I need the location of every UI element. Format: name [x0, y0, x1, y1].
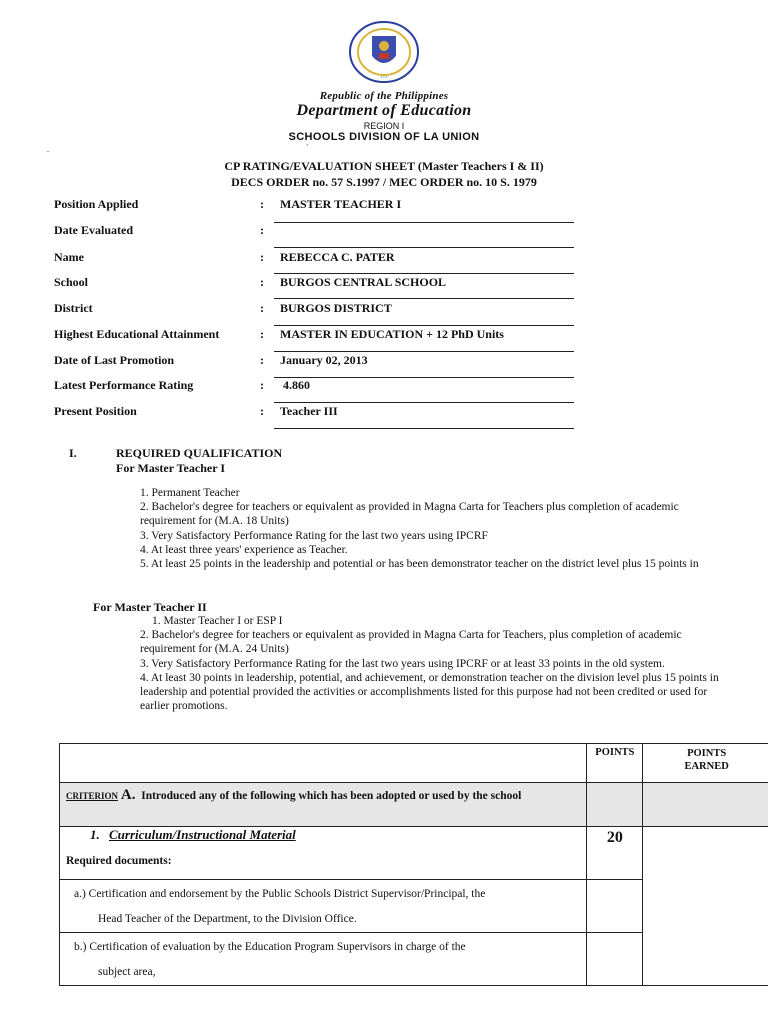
section-number: I.: [69, 446, 77, 460]
field-underline: [274, 273, 574, 274]
svg-text:• • •: • • •: [380, 74, 388, 79]
criterion-a-cell: [60, 783, 587, 827]
field-label-date-evaluated: Date Evaluated: [54, 223, 133, 237]
doc-b-line1: b.) Certification of evaluation by the Education Program Supervisors in charge of the: [74, 941, 466, 953]
table-header-row: [60, 744, 768, 783]
section-title: REQUIRED QUALIFICATION: [116, 446, 283, 460]
stray-mark: .: [47, 145, 49, 154]
field-label-school: School: [54, 275, 89, 289]
field-value-name: REBECCA C. PATER: [280, 250, 395, 264]
criterion-earned-cell: [643, 783, 768, 827]
curriculum-title: [60, 827, 586, 843]
doc-b-line2: subject area,: [98, 966, 156, 978]
field-colon: :: [260, 378, 264, 392]
field-value-education: MASTER IN EDUCATION + 12 PhD Units: [280, 327, 504, 341]
field-colon: :: [260, 223, 264, 237]
doc-b-cell: [60, 933, 587, 986]
field-value-present-position: Teacher III: [280, 404, 338, 418]
points-earned-header: [643, 744, 768, 783]
curriculum-row: [60, 827, 768, 880]
mt1-qualification-list: [140, 486, 730, 571]
field-value-last-promotion: January 02, 2013: [280, 353, 368, 367]
list-item: 2. Bachelor's degree for teachers or equivalent as provided in Magna Carta for Teachers plus completion of academic requirement for (M.A. 18 Units): [140, 501, 679, 528]
department-title: Department of Education: [296, 102, 472, 119]
mt1-heading: For Master Teacher I: [116, 461, 225, 475]
list-item: 1. Master Teacher I or ESP I: [152, 615, 283, 627]
criterion-text: Introduced any of the following which has been adopted or used by the school: [141, 790, 522, 802]
field-underline: [274, 222, 574, 223]
points-header: POINTS: [587, 744, 643, 783]
field-label-education: Highest Educational Attainment: [54, 327, 220, 341]
list-item: 5. At least 25 points in the leadership and potential or has been demonstrator teacher on the district level plus 15 points in: [140, 558, 699, 571]
doc-a-points-cell: [587, 880, 643, 933]
mt2-heading: For Master Teacher II: [93, 600, 207, 614]
criterion-word: CRITERION: [66, 791, 119, 801]
list-item: 3. Very Satisfactory Performance Rating for the last two years using IPCRF: [140, 529, 488, 542]
field-underline: [274, 377, 574, 378]
item-title: Curriculum/Instructional Material: [109, 827, 296, 842]
doc-a-line2: Head Teacher of the Department, to the Division Office.: [98, 913, 357, 925]
doc-a-cell: [60, 880, 587, 933]
list-item: 1. Permanent Teacher: [140, 487, 240, 499]
doc-b-points-cell: [587, 933, 643, 986]
field-colon: :: [260, 275, 264, 289]
field-label-district: District: [54, 301, 93, 315]
form-title: CP RATING/EVALUATION SHEET (Master Teachers I & II): [224, 159, 544, 173]
field-label-position-applied: Position Applied: [54, 197, 139, 211]
curriculum-cell: [60, 827, 587, 880]
field-label-last-promotion: Date of Last Promotion: [54, 353, 175, 367]
field-underline: [274, 325, 574, 326]
field-label-present-position: Present Position: [54, 404, 137, 418]
field-colon: :: [260, 301, 264, 315]
criterion-letter: A.: [120, 787, 136, 803]
field-value-school: BURGOS CENTRAL SCHOOL: [280, 275, 447, 289]
form-subtitle: DECS ORDER no. 57 S.1997 / MEC ORDER no. 10 S. 1979: [231, 175, 537, 189]
item-number: 1.: [90, 827, 100, 842]
field-label-performance-rating: Latest Performance Rating: [54, 378, 194, 392]
criterion-points-cell: [587, 783, 643, 827]
required-documents-label: Required documents:: [66, 855, 172, 867]
field-underline: [274, 298, 574, 299]
field-underline: [274, 351, 574, 352]
division-text: SCHOOLS DIVISION OF LA UNION: [288, 131, 480, 143]
field-colon: :: [260, 327, 264, 341]
field-value-performance-rating: 4.860: [283, 378, 310, 392]
criterion-a-row: [60, 783, 768, 827]
list-item: 4. At least 30 points in leadership, potential, and achievement, or demonstration teacher on the division level plus 15 points in leadership and potential provided the activities or accomplishments listed for this purpose had not been credited or used for earlier promotions.: [140, 671, 719, 713]
stray-mark: `: [306, 143, 309, 152]
points-earned-label: POINTS EARNED: [684, 748, 729, 772]
list-item: 4. At least three years' experience as Teacher.: [140, 543, 348, 556]
item-points: 20: [587, 827, 643, 880]
table-header-blank: [60, 744, 587, 783]
region-text: REGION I: [363, 121, 405, 131]
field-underline: [274, 247, 574, 248]
item-earned-cell: [643, 827, 768, 986]
field-underline: [274, 428, 574, 429]
mt2-qualification-list: [140, 614, 730, 713]
list-item: 3. Very Satisfactory Performance Rating for the last two years using IPCRF or at least 33 points in the old system.: [140, 657, 665, 670]
field-value-district: BURGOS DISTRICT: [280, 301, 392, 315]
field-colon: :: [260, 250, 264, 264]
republic-text: Republic of the Philippines: [319, 90, 449, 102]
criterion-table: [59, 743, 768, 986]
field-label-name: Name: [54, 250, 84, 264]
field-colon: :: [260, 404, 264, 418]
field-colon: :: [260, 197, 264, 211]
field-value-position-applied: MASTER TEACHER I: [280, 197, 402, 211]
field-colon: :: [260, 353, 264, 367]
list-item: 2. Bachelor's degree for teachers or equivalent as provided in Magna Carta for Teachers, plus completion of academic requirement for (M.A. 24 Units): [140, 629, 682, 656]
field-underline: [274, 402, 574, 403]
deped-seal-icon: [348, 20, 420, 84]
doc-a-line1: a.) Certification and endorsement by the Public Schools District Supervisor/Principal, the: [74, 888, 486, 900]
